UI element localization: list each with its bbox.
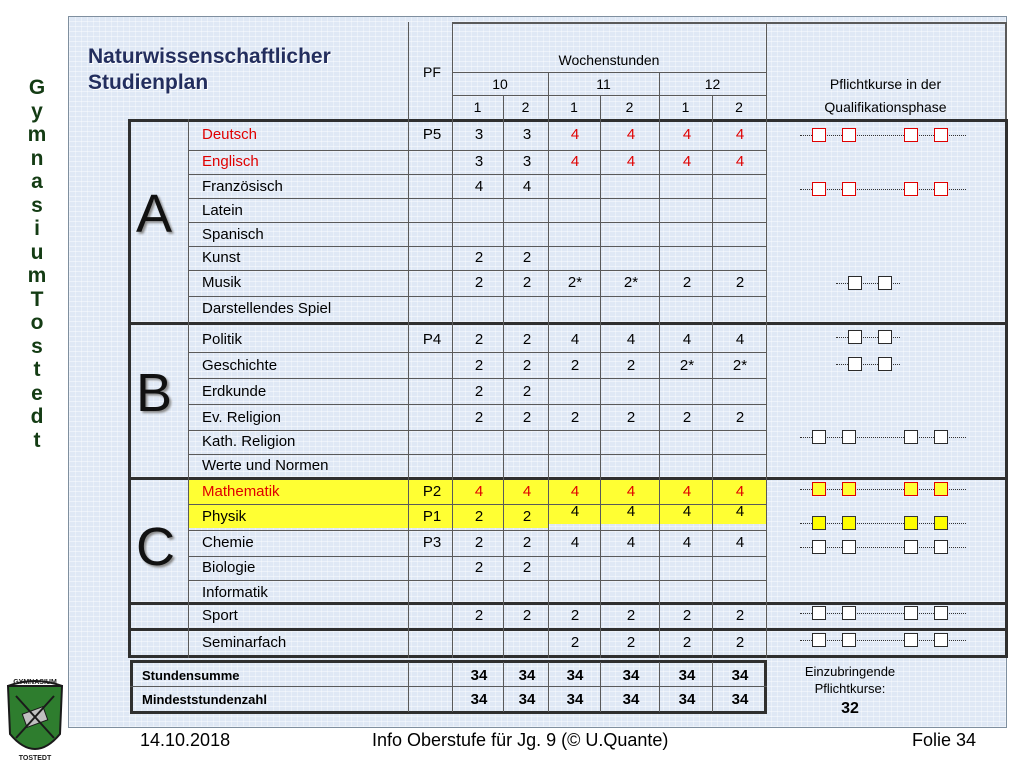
- sum-value: 34: [470, 667, 488, 684]
- hours-cell: 4: [682, 331, 692, 348]
- sidebar: [0, 0, 72, 768]
- school-name-letter: u: [30, 240, 44, 264]
- school-name-vertical: [22, 76, 52, 452]
- subject-label: Kath. Religion: [202, 433, 296, 450]
- hours-cell: 4: [570, 153, 580, 170]
- hours-cell: 4: [735, 153, 745, 170]
- course-checkbox: [904, 540, 918, 554]
- subject-label: Politik: [202, 331, 243, 348]
- column-line: [128, 119, 131, 658]
- hours-cell: 2: [682, 607, 692, 624]
- hours-cell: 4: [735, 483, 745, 500]
- school-name-letter: T: [30, 287, 44, 311]
- logo-text-bottom: TOSTEDT: [18, 755, 52, 762]
- hours-cell: 2: [735, 274, 745, 291]
- course-checkbox: [842, 430, 856, 444]
- pf-label: P4: [422, 331, 442, 348]
- hours-cell: 4: [682, 153, 692, 170]
- hours-cell: 3: [522, 126, 532, 143]
- header-year: 10: [492, 76, 508, 92]
- header-line: [452, 95, 766, 96]
- row-separator: [188, 580, 766, 581]
- hours-cell: 3: [474, 153, 484, 170]
- hours-cell: 4: [570, 483, 580, 500]
- course-checkbox: [812, 182, 826, 196]
- group-letter-a: A: [136, 184, 173, 244]
- school-name-letter: s: [31, 193, 43, 217]
- note-line-2: Pflichtkurse:: [814, 681, 886, 696]
- hours-cell: 2: [522, 559, 532, 576]
- hours-cell: 2: [570, 357, 580, 374]
- hours-cell: 2: [474, 508, 484, 525]
- course-checkbox: [878, 330, 892, 344]
- hours-cell: 2: [735, 409, 745, 426]
- school-name-letter: t: [33, 358, 41, 381]
- hours-cell: 2: [474, 409, 484, 426]
- row-separator: [188, 430, 766, 431]
- sum-column-line: [452, 662, 453, 712]
- column-line: [659, 119, 660, 658]
- hours-cell: 4: [626, 331, 636, 348]
- course-checkbox: [904, 516, 918, 530]
- school-name-letter: G: [28, 76, 46, 99]
- course-checkbox: [842, 482, 856, 496]
- hours-cell: 2: [522, 607, 532, 624]
- row-separator: [188, 174, 766, 175]
- hours-cell: 4: [522, 178, 532, 195]
- subject-label: Kunst: [202, 249, 241, 266]
- sum-column-line: [408, 662, 409, 712]
- subject-label: Sport: [202, 607, 238, 624]
- course-checkbox: [848, 276, 862, 290]
- header-year: 11: [596, 76, 611, 92]
- course-checkbox: [934, 540, 948, 554]
- subject-label: Deutsch: [202, 126, 258, 143]
- logo-text-top: GYMNASIUM: [13, 679, 57, 686]
- hours-cell: 2: [522, 274, 532, 291]
- title-line-1: Naturwissenschaftlicher: [88, 45, 331, 68]
- hours-cell: 4: [682, 503, 692, 520]
- column-line: [408, 119, 409, 658]
- hours-cell: 4: [626, 153, 636, 170]
- course-checkbox: [842, 633, 856, 647]
- hours-cell: 4: [735, 503, 745, 520]
- sum-value: 34: [622, 691, 640, 708]
- row-separator: [188, 352, 766, 353]
- hours-cell: 4: [626, 126, 636, 143]
- sum-value: 34: [622, 667, 640, 684]
- group-letter-c: C: [136, 517, 175, 577]
- course-checkbox: [812, 482, 826, 496]
- school-name-letter: e: [31, 381, 43, 405]
- hours-cell: 4: [735, 126, 745, 143]
- hours-cell: 2: [682, 409, 692, 426]
- row-separator: [188, 454, 766, 455]
- hours-cell: 2: [626, 409, 636, 426]
- title-line-2: Studienplan: [88, 71, 209, 94]
- hours-cell: 2: [474, 274, 484, 291]
- hours-cell: 2: [474, 534, 484, 551]
- header-half: 1: [681, 99, 690, 115]
- hours-cell: 2: [522, 331, 532, 348]
- hours-cell: 4: [682, 483, 692, 500]
- course-checkbox: [934, 516, 948, 530]
- row-separator: [188, 530, 766, 531]
- header-half: 2: [521, 99, 530, 115]
- subject-label: Biologie: [202, 559, 256, 576]
- footer-slide-number: Folie 34: [912, 730, 977, 750]
- course-checkbox: [934, 430, 948, 444]
- hours-cell: 2: [570, 607, 580, 624]
- course-checkbox: [904, 128, 918, 142]
- school-name-letter: i: [34, 217, 40, 240]
- subject-label: Werte und Normen: [202, 457, 329, 474]
- sum-value: 34: [731, 667, 749, 684]
- group-separator: [128, 322, 1008, 325]
- row-separator: [188, 378, 766, 379]
- header-half: 2: [625, 99, 634, 115]
- hours-cell: 2: [522, 357, 532, 374]
- column-line: [452, 119, 453, 658]
- hours-cell: 2: [626, 607, 636, 624]
- group-separator: [128, 602, 1008, 605]
- hours-cell: 2: [522, 249, 532, 266]
- header-wochenstunden: Wochenstunden: [558, 52, 660, 68]
- column-line: [503, 119, 504, 658]
- subject-label: Latein: [202, 202, 243, 219]
- subject-label: Chemie: [202, 534, 254, 551]
- row-separator: [188, 270, 766, 271]
- row-separator: [188, 150, 766, 151]
- hours-cell: 2: [474, 559, 484, 576]
- row-separator: [188, 556, 766, 557]
- sum-column-line: [600, 662, 601, 712]
- group-separator: [128, 477, 1008, 480]
- sum-separator: [130, 686, 767, 687]
- required-courses-value: 32: [841, 700, 859, 717]
- hours-cell: 2: [735, 607, 745, 624]
- course-checkbox: [904, 633, 918, 647]
- school-name-letter: m: [27, 123, 47, 146]
- hours-cell: 2: [474, 607, 484, 624]
- header-half: 1: [473, 99, 482, 115]
- hours-cell: 2: [626, 634, 636, 651]
- course-checkbox: [812, 606, 826, 620]
- sum-value: 34: [678, 667, 696, 684]
- sum-label: Stundensumme: [142, 668, 240, 683]
- sum-value: 34: [566, 667, 584, 684]
- school-name-letter: s: [31, 334, 43, 358]
- header-pf: PF: [423, 64, 441, 80]
- sum-value: 34: [518, 691, 536, 708]
- column-line: [188, 119, 189, 658]
- header-half: 1: [570, 99, 578, 115]
- column-line: [600, 119, 601, 658]
- hours-cell: 2: [474, 331, 484, 348]
- subject-label: Erdkunde: [202, 383, 267, 400]
- course-checkbox: [848, 330, 862, 344]
- course-checkbox: [904, 430, 918, 444]
- row-separator: [188, 296, 766, 297]
- header-line: [452, 72, 766, 73]
- pf-label: P1: [422, 508, 442, 525]
- hours-cell: 4: [570, 534, 580, 551]
- course-checkbox: [842, 516, 856, 530]
- pf-label: P5: [422, 126, 442, 143]
- hours-cell: 2*: [623, 274, 639, 291]
- course-checkbox: [812, 633, 826, 647]
- column-line: [712, 119, 713, 658]
- course-checkbox: [842, 540, 856, 554]
- hours-cell: 3: [522, 153, 532, 170]
- group-separator: [128, 628, 1008, 631]
- hours-cell: 2: [522, 534, 532, 551]
- sum-value: 34: [518, 667, 536, 684]
- hours-cell: 2: [682, 274, 692, 291]
- subject-label: Englisch: [202, 153, 259, 170]
- course-checkbox: [904, 606, 918, 620]
- hours-cell: 2*: [732, 357, 748, 374]
- sum-label: Mindeststundenzahl: [142, 692, 267, 707]
- subject-label: Seminarfach: [202, 634, 287, 651]
- subject-label: Darstellendes Spiel: [202, 300, 332, 317]
- course-checkbox: [934, 482, 948, 496]
- row-separator: [188, 404, 766, 405]
- school-name-letter: a: [31, 170, 43, 193]
- hours-cell: 4: [626, 503, 636, 520]
- course-checkbox: [812, 540, 826, 554]
- hours-cell: 4: [735, 331, 745, 348]
- column-line: [766, 119, 767, 658]
- row-separator: [188, 246, 766, 247]
- sum-value: 34: [470, 691, 488, 708]
- course-checkbox: [812, 516, 826, 530]
- row-separator: [188, 198, 766, 199]
- course-checkbox: [842, 182, 856, 196]
- school-name-letter: o: [30, 311, 44, 334]
- school-name-letter: n: [30, 146, 44, 170]
- note-line-1: Einzubringende: [804, 664, 896, 679]
- subject-label: Französisch: [202, 178, 283, 195]
- header-year: 12: [704, 76, 721, 92]
- subject-label: Musik: [202, 274, 242, 291]
- school-logo: [2, 672, 68, 766]
- hours-cell: 4: [570, 331, 580, 348]
- hours-cell: 4: [570, 126, 580, 143]
- hours-cell: 2: [626, 357, 636, 374]
- group-separator: [128, 119, 1008, 122]
- course-checkbox: [878, 276, 892, 290]
- sum-value: 34: [566, 691, 584, 708]
- hours-cell: 2: [682, 634, 692, 651]
- course-checkbox: [812, 430, 826, 444]
- course-checkbox: [934, 128, 948, 142]
- course-checkbox: [934, 633, 948, 647]
- hours-cell: 2*: [567, 274, 583, 291]
- hours-cell: 4: [626, 483, 636, 500]
- subject-label: Mathematik: [202, 483, 280, 500]
- group-letter-b: B: [136, 363, 173, 423]
- school-name-letter: m: [27, 264, 47, 287]
- group-separator: [128, 655, 1008, 658]
- hours-cell: 2: [474, 249, 484, 266]
- course-checkbox: [812, 128, 826, 142]
- subject-label: Ev. Religion: [202, 409, 281, 426]
- header-line: [1005, 22, 1007, 120]
- hours-cell: 4: [474, 178, 484, 195]
- course-checkbox: [842, 128, 856, 142]
- header-line: [452, 22, 1007, 24]
- required-courses-note: [770, 663, 930, 697]
- hours-cell: 2: [474, 383, 484, 400]
- pf-label: P2: [422, 483, 442, 500]
- course-checkbox: [878, 357, 892, 371]
- course-checkbox: [848, 357, 862, 371]
- hours-cell: 2: [522, 508, 532, 525]
- course-checkbox: [842, 606, 856, 620]
- footer-date: 14.10.2018: [140, 730, 231, 750]
- hours-cell: 4: [682, 126, 692, 143]
- hours-cell: 4: [570, 503, 580, 520]
- hours-cell: 4: [474, 483, 484, 500]
- hours-cell: 2: [570, 634, 580, 651]
- sum-column-line: [503, 662, 504, 712]
- school-name-letter: y: [31, 99, 43, 123]
- hours-cell: 4: [626, 534, 636, 551]
- sum-column-line: [659, 662, 660, 712]
- sum-value: 34: [731, 691, 749, 708]
- footer-title: Info Oberstufe für Jg. 9 (© U.Quante): [372, 730, 669, 750]
- school-name-letter: d: [30, 405, 44, 428]
- hours-cell: 3: [474, 126, 484, 143]
- row-separator: [188, 222, 766, 223]
- subject-label: Spanisch: [202, 226, 264, 243]
- sum-column-line: [548, 662, 549, 712]
- pf-label: P3: [422, 534, 442, 551]
- hours-cell: 2*: [679, 357, 695, 374]
- course-checkbox: [904, 482, 918, 496]
- subject-label: Geschichte: [202, 357, 278, 374]
- course-checkbox: [904, 182, 918, 196]
- header-line: [408, 22, 409, 120]
- hours-cell: 2: [522, 409, 532, 426]
- course-checkbox: [934, 182, 948, 196]
- header-half: 2: [735, 99, 743, 115]
- school-name-letter: t: [33, 428, 41, 452]
- sum-value: 34: [678, 691, 696, 708]
- slide-title: [88, 44, 408, 96]
- column-line: [1005, 119, 1008, 658]
- hours-cell: 4: [682, 534, 692, 551]
- hours-cell: 2: [735, 634, 745, 651]
- header-pflicht-line2: Qualifikationsphase: [824, 99, 947, 115]
- hours-cell: 2: [570, 409, 580, 426]
- hours-cell: 4: [735, 534, 745, 551]
- course-checkbox: [934, 606, 948, 620]
- hours-cell: 2: [522, 383, 532, 400]
- hours-cell: 4: [522, 483, 532, 500]
- subject-label: Informatik: [202, 584, 268, 601]
- hours-cell: 2: [474, 357, 484, 374]
- sum-column-line: [712, 662, 713, 712]
- header-pflicht-line1: Pflichtkurse in der: [829, 76, 942, 92]
- subject-label: Physik: [202, 508, 247, 525]
